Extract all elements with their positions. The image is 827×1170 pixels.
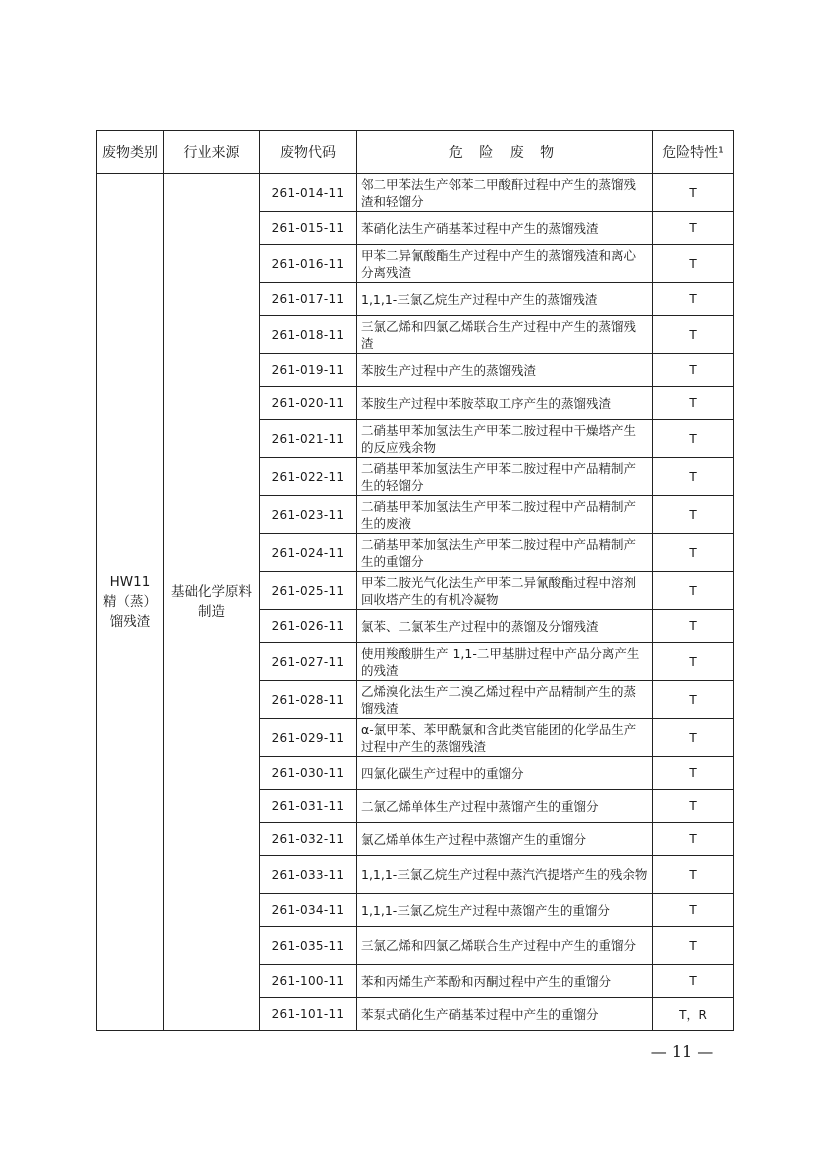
industry-source-line1: 基础化学原料: [171, 584, 252, 600]
hazard-property-cell: T: [653, 534, 734, 572]
hazard-property-cell: T: [653, 354, 734, 387]
waste-description-cell: 二氯乙烯单体生产过程中蒸馏产生的重馏分: [357, 790, 653, 823]
waste-description-cell: 苯泵式硝化生产硝基苯过程中产生的重馏分: [357, 998, 653, 1031]
table-header-row: [97, 131, 734, 174]
hazardous-waste-table: [96, 130, 734, 1031]
waste-category-line3: 馏残渣: [109, 614, 151, 630]
hazard-property-cell: T: [653, 610, 734, 643]
waste-description-cell: 二硝基甲苯加氢法生产甲苯二胺过程中产品精制产生的废液: [357, 496, 653, 534]
waste-description-cell: 邻二甲苯法生产邻苯二甲酸酐过程中产生的蒸馏残渣和轻馏分: [357, 174, 653, 212]
waste-code-cell: 261-019-11: [260, 354, 357, 387]
waste-description-cell: 苯和丙烯生产苯酚和丙酮过程中产生的重馏分: [357, 965, 653, 998]
waste-code-cell: 261-018-11: [260, 316, 357, 354]
hazard-property-cell: T: [653, 681, 734, 719]
hazard-property-cell: T: [653, 894, 734, 927]
waste-description-cell: 四氯化碳生产过程中的重馏分: [357, 757, 653, 790]
hazard-property-cell: T: [653, 496, 734, 534]
waste-description-cell: α-氯甲苯、苯甲酰氯和含此类官能团的化学品生产过程中产生的蒸馏残渣: [357, 719, 653, 757]
waste-code-cell: 261-028-11: [260, 681, 357, 719]
waste-description-cell: 1,1,1-三氯乙烷生产过程中产生的蒸馏残渣: [357, 283, 653, 316]
waste-code-cell: 261-100-11: [260, 965, 357, 998]
waste-code-cell: 261-101-11: [260, 998, 357, 1031]
industry-source-cell: [164, 174, 260, 1031]
header-industry: 行业来源: [164, 131, 260, 174]
hazard-property-cell: T: [653, 856, 734, 894]
hazard-property-cell: T: [653, 458, 734, 496]
waste-code-cell: 261-025-11: [260, 572, 357, 610]
hazard-property-cell: T: [653, 643, 734, 681]
waste-description-cell: 甲苯二异氰酸酯生产过程中产生的蒸馏残渣和离心分离残渣: [357, 245, 653, 283]
waste-description-cell: 二硝基甲苯加氢法生产甲苯二胺过程中产品精制产生的轻馏分: [357, 458, 653, 496]
table-row: [97, 174, 734, 212]
hazard-property-cell: T: [653, 965, 734, 998]
waste-code-cell: 261-021-11: [260, 420, 357, 458]
waste-description-cell: 三氯乙烯和四氯乙烯联合生产过程中产生的重馏分: [357, 927, 653, 965]
waste-description-cell: 苯胺生产过程中产生的蒸馏残渣: [357, 354, 653, 387]
waste-code-cell: 261-014-11: [260, 174, 357, 212]
header-property: 危险特性¹: [653, 131, 734, 174]
hazard-property-cell: T: [653, 823, 734, 856]
industry-source-line2: 制造: [198, 604, 225, 620]
hazard-property-cell: T: [653, 790, 734, 823]
waste-description-cell: 二硝基甲苯加氢法生产甲苯二胺过程中产品精制产生的重馏分: [357, 534, 653, 572]
waste-code-cell: 261-022-11: [260, 458, 357, 496]
waste-code-cell: 261-035-11: [260, 927, 357, 965]
waste-description-cell: 氯乙烯单体生产过程中蒸馏产生的重馏分: [357, 823, 653, 856]
hazard-property-cell: T: [653, 245, 734, 283]
waste-code-cell: 261-023-11: [260, 496, 357, 534]
waste-description-cell: 乙烯溴化法生产二溴乙烯过程中产品精制产生的蒸馏残渣: [357, 681, 653, 719]
waste-description-cell: 三氯乙烯和四氯乙烯联合生产过程中产生的蒸馏残渣: [357, 316, 653, 354]
hazard-property-cell: T: [653, 927, 734, 965]
waste-code-cell: 261-029-11: [260, 719, 357, 757]
page-number: — 11 —: [650, 1042, 714, 1061]
waste-description-cell: 1,1,1-三氯乙烷生产过程中蒸馏产生的重馏分: [357, 894, 653, 927]
hazard-property-cell: T: [653, 719, 734, 757]
waste-category-line1: HW11: [109, 574, 151, 590]
waste-code-cell: 261-026-11: [260, 610, 357, 643]
hazard-property-cell: T: [653, 283, 734, 316]
hazard-property-cell: T: [653, 387, 734, 420]
waste-code-cell: 261-027-11: [260, 643, 357, 681]
waste-code-cell: 261-032-11: [260, 823, 357, 856]
waste-code-cell: 261-024-11: [260, 534, 357, 572]
waste-code-cell: 261-033-11: [260, 856, 357, 894]
waste-description-cell: 二硝基甲苯加氢法生产甲苯二胺过程中干燥塔产生的反应残余物: [357, 420, 653, 458]
hazard-property-cell: T: [653, 757, 734, 790]
hazard-property-cell: T: [653, 420, 734, 458]
header-category: 废物类别: [97, 131, 164, 174]
hazard-property-cell: T: [653, 572, 734, 610]
hazard-property-cell: T: [653, 212, 734, 245]
waste-code-cell: 261-034-11: [260, 894, 357, 927]
waste-description-cell: 苯硝化法生产硝基苯过程中产生的蒸馏残渣: [357, 212, 653, 245]
waste-description-cell: 甲苯二胺光气化法生产甲苯二异氰酸酯过程中溶剂回收塔产生的有机冷凝物: [357, 572, 653, 610]
hazard-property-cell: T: [653, 174, 734, 212]
waste-code-cell: 261-017-11: [260, 283, 357, 316]
waste-code-cell: 261-020-11: [260, 387, 357, 420]
waste-description-cell: 氯苯、二氯苯生产过程中的蒸馏及分馏残渣: [357, 610, 653, 643]
waste-code-cell: 261-030-11: [260, 757, 357, 790]
waste-code-cell: 261-016-11: [260, 245, 357, 283]
waste-category-cell: [97, 174, 164, 1031]
header-waste: 危 险 废 物: [357, 131, 653, 174]
waste-code-cell: 261-015-11: [260, 212, 357, 245]
hazard-property-cell: T，R: [653, 998, 734, 1031]
waste-description-cell: 使用羧酸肼生产 1,1-二甲基肼过程中产品分离产生的残渣: [357, 643, 653, 681]
waste-code-cell: 261-031-11: [260, 790, 357, 823]
waste-category-line2: 精（蒸）: [103, 594, 157, 610]
waste-description-cell: 1,1,1-三氯乙烷生产过程中蒸汽汽提塔产生的残余物: [357, 856, 653, 894]
header-code: 废物代码: [260, 131, 357, 174]
waste-description-cell: 苯胺生产过程中苯胺萃取工序产生的蒸馏残渣: [357, 387, 653, 420]
hazard-property-cell: T: [653, 316, 734, 354]
